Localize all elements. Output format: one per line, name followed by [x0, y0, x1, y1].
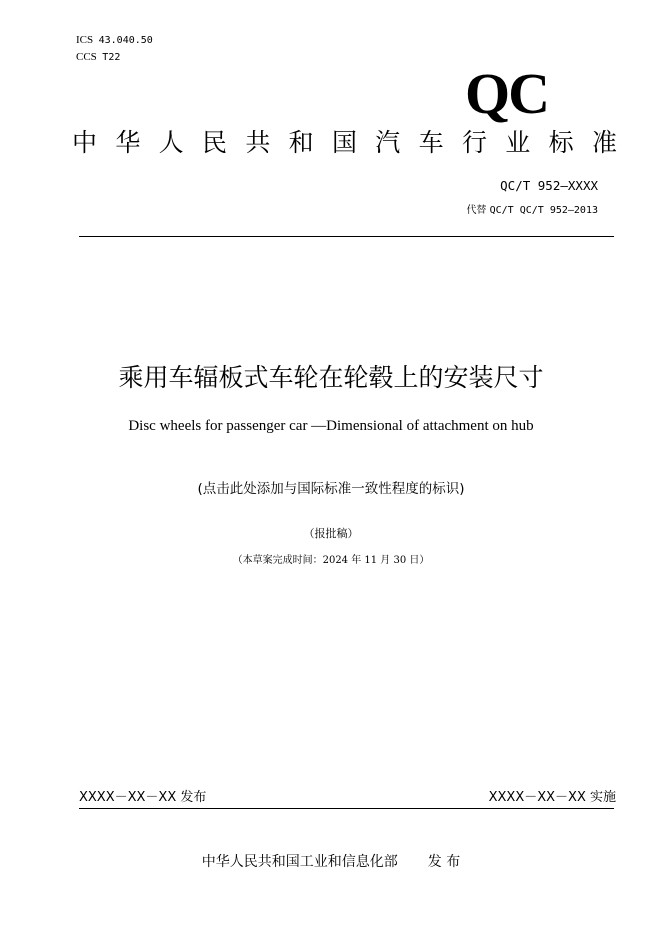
title-char: 行 [461, 128, 487, 157]
publisher-name: 中华人民共和国工业和信息化部 [201, 854, 398, 870]
ics-code [76, 32, 153, 49]
classification-codes [76, 32, 153, 66]
title-char: 国 [331, 128, 357, 157]
title-char: 车 [418, 128, 444, 157]
title-char: 和 [288, 128, 314, 157]
title-char: 华 [115, 128, 141, 157]
publish-date: XXXX－XX－XX 发布 [79, 790, 207, 805]
title-char: 汽 [375, 128, 401, 157]
completion-date: （本草案完成时间：2024 年 11 月 30 日） [232, 555, 430, 566]
title-char: 业 [505, 128, 531, 157]
ccs-label: CCS [76, 51, 97, 63]
implement-date: XXXX－XX－XX 实施 [488, 790, 616, 805]
title-char: 共 [245, 128, 271, 157]
title-char: 民 [201, 128, 227, 157]
draft-stage: （报批稿） [303, 527, 359, 540]
title-char: 人 [158, 128, 184, 157]
ics-label: ICS [76, 34, 94, 46]
replaces-value: QC/T QC/T 952—2013 [489, 205, 598, 216]
document-title-en: Disc wheels for passenger car —Dimensional of attachment on hub [128, 418, 534, 434]
replaces-label: 代替 [466, 205, 487, 216]
ccs-code [76, 49, 153, 66]
industry-standard-title [72, 126, 617, 160]
footer-divider [79, 808, 614, 809]
document-title-cn: 乘用车辐板式车轮在轮毂上的安装尺寸 [118, 363, 544, 392]
publisher [0, 852, 662, 872]
header-divider [79, 236, 614, 237]
title-char: 准 [591, 128, 617, 157]
publisher-action: 发 布 [427, 854, 461, 870]
ccs-value: T22 [102, 52, 121, 63]
title-char: 标 [548, 128, 574, 157]
replaces-standard [466, 201, 598, 216]
standard-number: QC/T 952—XXXX [500, 178, 598, 193]
ics-value: 43.040.50 [98, 35, 153, 46]
qc-logo: QC [465, 61, 548, 126]
title-char: 中 [72, 128, 98, 157]
consistency-note: (点击此处添加与国际标准一致性程度的标识) [197, 481, 465, 497]
